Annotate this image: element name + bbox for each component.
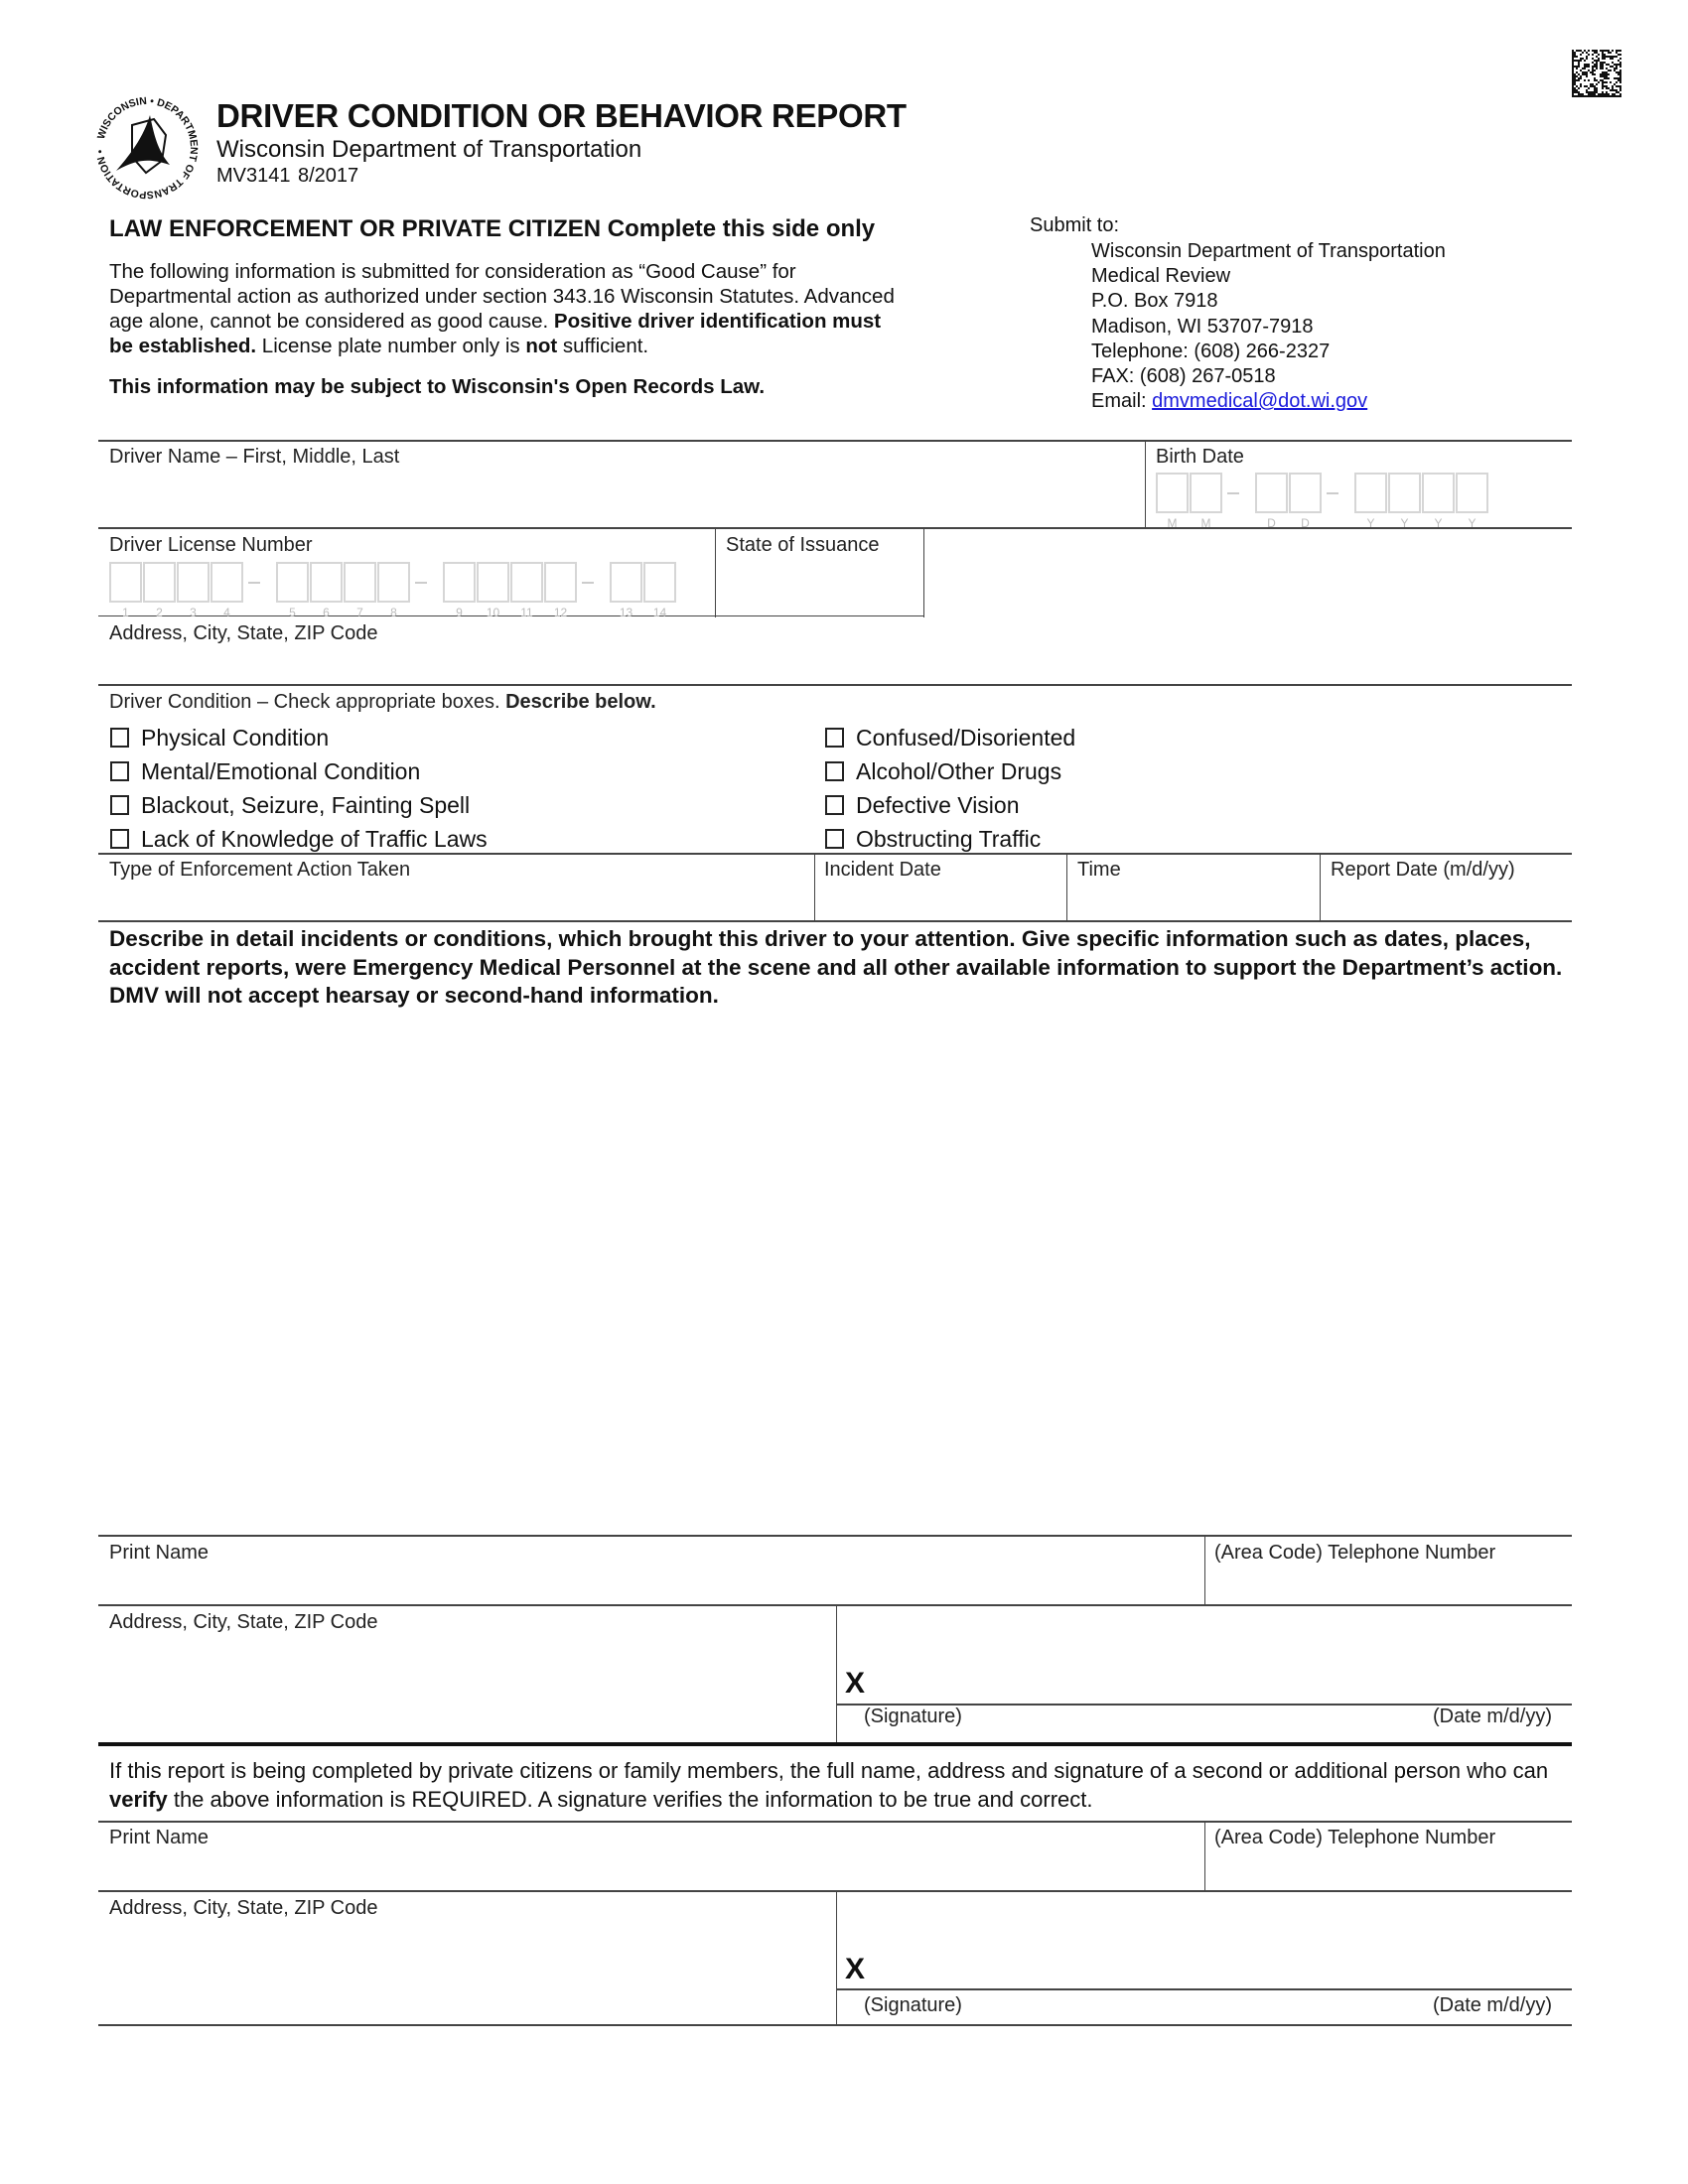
digit-box[interactable] (1422, 473, 1455, 513)
digit-box-label: 3 (190, 606, 197, 619)
divider (814, 854, 815, 921)
digit-box[interactable] (1289, 473, 1322, 513)
driver-address-field[interactable] (109, 647, 1559, 681)
digit-box-label: 5 (289, 606, 296, 619)
dash-separator (1227, 492, 1239, 494)
digit-box[interactable] (276, 562, 309, 603)
digit-box[interactable] (1190, 473, 1222, 513)
print-name-field[interactable] (109, 1567, 1196, 1602)
form-revision-date: 8/2017 (298, 165, 359, 187)
condition-checklist-left (110, 721, 488, 856)
second-address-field[interactable] (109, 1922, 829, 2021)
submit-line: P.O. Box 7918 (1091, 290, 1218, 313)
digit-box[interactable] (1354, 473, 1387, 513)
digit-box[interactable] (510, 562, 543, 603)
digit-box[interactable] (143, 562, 176, 603)
report-date-field[interactable] (1331, 884, 1565, 917)
submit-line: FAX: (608) 267-0518 (1091, 365, 1276, 388)
divider (98, 527, 1572, 529)
intro-heading (109, 215, 875, 243)
digit-box[interactable] (1156, 473, 1189, 513)
condition-checklist-right (825, 721, 1075, 856)
condition-option[interactable] (110, 754, 488, 788)
license-number-label: Driver License Number (109, 534, 313, 556)
enforcement-action-label: Type of Enforcement Action Taken (109, 859, 411, 881)
second-print-name-field[interactable] (109, 1852, 1196, 1888)
second-telephone-label: (Area Code) Telephone Number (1214, 1827, 1496, 1848)
digit-box[interactable] (377, 562, 410, 603)
digit-box-label: 7 (356, 606, 363, 619)
state-of-issuance-field[interactable] (719, 561, 917, 611)
submit-line: Medical Review (1091, 265, 1231, 288)
digit-box[interactable] (109, 562, 142, 603)
condition-option-label: Lack of Knowledge of Traffic Laws (141, 825, 488, 852)
dash-separator (415, 582, 427, 584)
divider (98, 440, 1572, 442)
divider (836, 1891, 837, 2026)
digit-box-label: D (1301, 516, 1310, 530)
signature-line (836, 1988, 1572, 1990)
address-field[interactable] (109, 1636, 829, 1740)
checkbox[interactable] (110, 829, 129, 849)
divider (1145, 441, 1146, 528)
verify-note (109, 1757, 1579, 1814)
divider (1204, 1822, 1205, 1891)
second-address-label: Address, City, State, ZIP Code (109, 1897, 378, 1919)
digit-box-label: 4 (223, 606, 230, 619)
checkbox[interactable] (110, 795, 129, 815)
verify-note-text: If this report is being completed by private citizens or family members, the full name, address and signature of a second or additional person who can (109, 1758, 1549, 1783)
digit-box-label: 10 (486, 606, 500, 619)
dash-separator (582, 582, 594, 584)
dash-separator (1327, 492, 1338, 494)
digit-box-label: Y (1468, 516, 1477, 530)
driver-name-field[interactable] (109, 467, 1142, 524)
telephone-label: (Area Code) Telephone Number (1214, 1542, 1496, 1564)
condition-option-label: Defective Vision (856, 791, 1020, 818)
driver-address-label: Address, City, State, ZIP Code (109, 622, 378, 644)
section-divider (98, 1742, 1572, 1746)
dash-separator (248, 582, 260, 584)
divider (98, 1821, 1572, 1823)
intro-heading-bold: LAW ENFORCEMENT OR PRIVATE CITIZEN (109, 215, 602, 242)
condition-option[interactable] (825, 754, 1075, 788)
digit-box[interactable] (443, 562, 476, 603)
submit-line: Telephone: (608) 266-2327 (1091, 340, 1331, 362)
svg-text:WISCONSIN • DEPARTMENT OF TRAN: WISCONSIN • DEPARTMENT OF TRANSPORTATION • (94, 95, 200, 201)
submit-email-line (1091, 389, 1446, 414)
digit-box-label: 1 (122, 606, 129, 619)
checkbox[interactable] (110, 728, 129, 748)
digit-box[interactable] (544, 562, 577, 603)
driver-name-label: Driver Name – First, Middle, Last (109, 446, 400, 468)
digit-box-label: M (1200, 516, 1211, 530)
digit-box-label: 13 (619, 606, 633, 619)
print-name-label: Print Name (109, 1542, 210, 1564)
digit-box-label: 14 (652, 606, 667, 619)
describe-textarea[interactable] (109, 1013, 1569, 1529)
condition-option[interactable] (825, 822, 1075, 856)
form-number: MV3141 (216, 165, 291, 187)
incident-date-label: Incident Date (824, 859, 941, 881)
condition-option[interactable] (110, 788, 488, 822)
digit-box[interactable] (477, 562, 509, 603)
divider (98, 1890, 1572, 1892)
state-of-issuance-label: State of Issuance (726, 534, 880, 556)
divider (98, 853, 1572, 855)
divider (836, 1605, 837, 1744)
digit-box[interactable] (1456, 473, 1488, 513)
intro-heading-rest: Complete this side only (601, 215, 876, 242)
checkbox[interactable] (110, 761, 129, 781)
digit-box[interactable] (610, 562, 642, 603)
submit-line: Madison, WI 53707-7918 (1091, 315, 1314, 338)
agency-name: Wisconsin Department of Transportation (216, 136, 642, 163)
checkbox[interactable] (825, 728, 844, 748)
submit-line: Wisconsin Department of Transportation (1091, 240, 1446, 262)
describe-instructions: Describe in detail incidents or conditions, which brought this driver to your attention. Give specific information such as dates, places, accident reports, were Emergency Medical Personnel at the scene and all other available information to support the Department’s action. DMV will not accept hearsay or second-hand information. (109, 926, 1563, 1008)
wisdot-seal-logo (94, 95, 200, 201)
condition-option[interactable] (110, 721, 488, 754)
condition-option-label: Blackout, Seizure, Fainting Spell (141, 791, 471, 818)
submit-to-address (1091, 239, 1446, 414)
intro-paragraph (109, 259, 904, 358)
checkbox[interactable] (825, 761, 844, 781)
condition-option[interactable] (110, 822, 488, 856)
qr-code-icon (1572, 50, 1621, 97)
email-link[interactable]: dmvmedical@dot.wi.gov (1152, 390, 1368, 413)
intro-tail-end: sufficient. (557, 335, 649, 357)
time-label: Time (1077, 859, 1121, 881)
digit-box-label: Y (1366, 516, 1375, 530)
signature-date-label: (Date m/d/yy) (1432, 1706, 1552, 1727)
digit-box[interactable] (643, 562, 676, 603)
telephone-field[interactable] (1214, 1567, 1567, 1602)
intro-not: not (525, 335, 558, 357)
condition-option[interactable] (825, 721, 1075, 754)
verify-note-tail: the above information is REQUIRED. A signature verifies the information to be true and correct. (167, 1786, 1093, 1812)
birth-date-label: Birth Date (1156, 446, 1244, 468)
second-print-name-label: Print Name (109, 1827, 210, 1848)
digit-box[interactable] (1388, 473, 1421, 513)
enforcement-action-field[interactable] (109, 884, 804, 917)
digit-box[interactable] (344, 562, 376, 603)
verify-note-bold: verify (109, 1786, 168, 1812)
driver-condition-label (109, 691, 656, 714)
second-telephone-field[interactable] (1214, 1852, 1567, 1888)
condition-option-label: Mental/Emotional Condition (141, 757, 421, 784)
divider (1204, 1536, 1205, 1605)
signature-field[interactable] (879, 1618, 1564, 1702)
second-signature-label: (Signature) (864, 1994, 962, 2016)
digit-box-label: 6 (323, 606, 330, 619)
open-records-notice: This information may be subject to Wisconsin's Open Records Law. (109, 375, 766, 398)
condition-option[interactable] (825, 788, 1075, 822)
digit-box[interactable] (1255, 473, 1288, 513)
divider (98, 1535, 1572, 1537)
divider (1320, 854, 1321, 921)
second-signature-x-mark: X (845, 1953, 866, 1985)
divider (98, 2024, 1572, 2026)
email-label: Email: (1091, 390, 1153, 413)
digit-box-label: M (1167, 516, 1178, 530)
digit-box-label: Y (1434, 516, 1443, 530)
divider (715, 528, 716, 617)
incident-date-field[interactable] (824, 884, 1058, 917)
checkbox[interactable] (825, 795, 844, 815)
digit-box-label: Y (1400, 516, 1409, 530)
signature-x-mark: X (845, 1667, 866, 1700)
divider (98, 1604, 1572, 1606)
condition-option-label: Confused/Disoriented (856, 724, 1076, 751)
submit-to-label: Submit to: (1030, 214, 1120, 236)
intro-text: The following information is submitted for consideration as “Good Cause” for Departmental action as authorized under section 343.16 Wisconsin Statutes. Advanced age alone, cannot be considered as good cause. (109, 260, 895, 333)
second-signature-date-label: (Date m/d/yy) (1432, 1994, 1552, 2016)
divider (923, 528, 924, 617)
digit-box-label: D (1267, 516, 1276, 530)
digit-box-label: 9 (456, 606, 463, 619)
condition-label-text: Driver Condition – Check appropriate boxes. (109, 691, 506, 713)
checkbox[interactable] (825, 829, 844, 849)
digit-box[interactable] (211, 562, 243, 603)
digit-box-label: 12 (553, 606, 568, 619)
digit-box[interactable] (310, 562, 343, 603)
intro-bold: Positive driver identification must be established. (109, 310, 882, 357)
digit-box-label: 8 (390, 606, 397, 619)
condition-label-bold: Describe below. (505, 691, 656, 713)
signature-label: (Signature) (864, 1706, 962, 1727)
divider (98, 920, 1572, 922)
report-date-label: Report Date (m/d/yy) (1331, 859, 1515, 881)
condition-option-label: Physical Condition (141, 724, 330, 751)
condition-option-label: Obstructing Traffic (856, 825, 1042, 852)
address-label: Address, City, State, ZIP Code (109, 1611, 378, 1633)
form-title: DRIVER CONDITION OR BEHAVIOR REPORT (216, 97, 907, 134)
condition-option-label: Alcohol/Other Drugs (856, 757, 1062, 784)
time-field[interactable] (1077, 884, 1312, 917)
second-signature-field[interactable] (879, 1904, 1564, 1985)
divider (1066, 854, 1067, 921)
digit-box-label: 2 (156, 606, 163, 619)
intro-tail: License plate number only is (256, 335, 526, 357)
digit-box-label: 11 (520, 606, 533, 619)
divider (98, 684, 1572, 686)
digit-box[interactable] (177, 562, 210, 603)
